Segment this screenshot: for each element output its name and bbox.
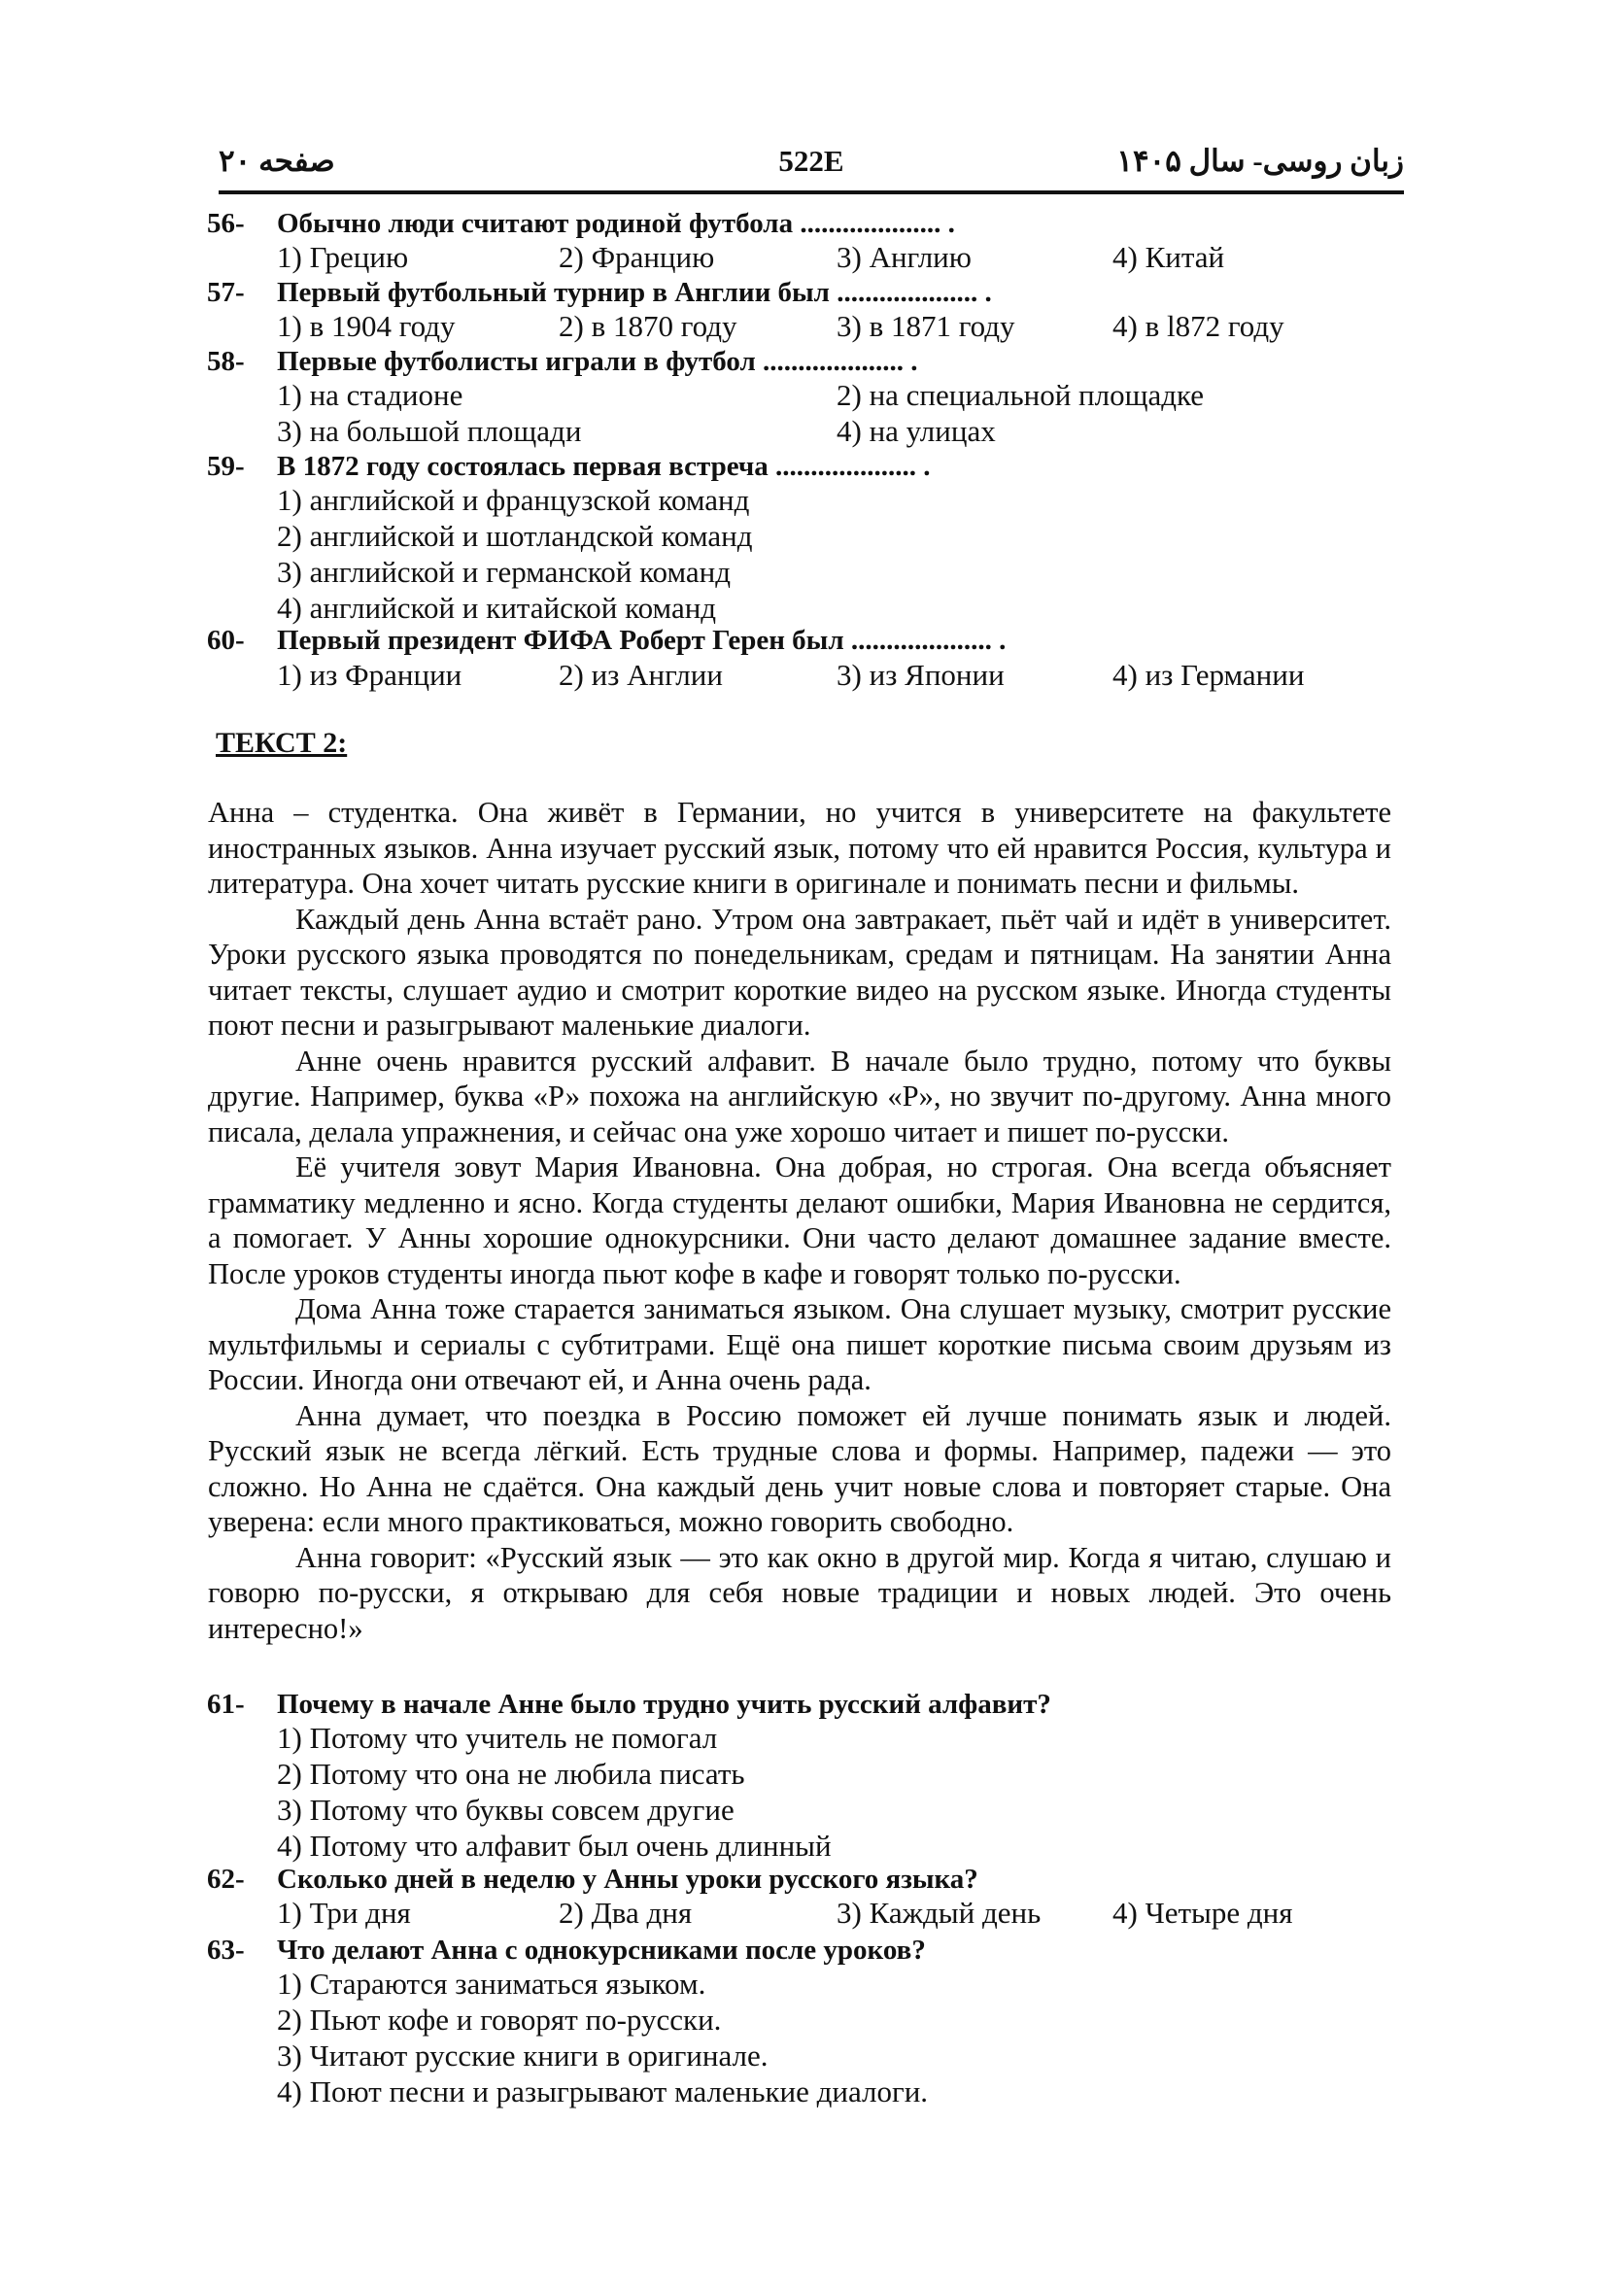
question-text: В 1872 году состоялась первая встреча .................... .	[277, 451, 931, 482]
question-62	[207, 1864, 1421, 1930]
option-3[interactable]: 3) из Японии	[837, 658, 1005, 692]
question-text: Первый футбольный турнир в Англии был .................... .	[277, 277, 992, 308]
passage-paragraph: Анне очень нравится русский алфавит. В начале было трудно, потому что буквы другие. Например, буква «Р» похожа на английскую «P», но звучит по-другому. Анна много писала, делала упражнения, и сейчас она уже хорошо читает и пишет по-русски.	[208, 1044, 1391, 1148]
question-60	[207, 625, 1421, 692]
option-2[interactable]: 2) Францию	[559, 240, 715, 274]
question-number: 58-	[207, 346, 245, 377]
page-header	[219, 144, 1404, 185]
header-booklet-code: 522E	[778, 144, 844, 178]
header-rule	[219, 190, 1404, 194]
option-3[interactable]: 3) Читают русские книги в оригинале.	[277, 2039, 769, 2073]
question-number: 57-	[207, 277, 245, 308]
question-number: 59-	[207, 451, 245, 482]
question-text: Обычно люди считают родиной футбола .................... .	[277, 208, 955, 239]
option-4[interactable]: 4) на улицах	[837, 414, 996, 448]
option-4[interactable]: 4) Четыре дня	[1112, 1896, 1293, 1930]
question-57	[207, 277, 1421, 343]
question-text: Что делают Анна с однокурсниками после уроков?	[277, 1935, 926, 1966]
passage-paragraph: Анна говорит: «Русский язык — это как окно в другой мир. Когда я читаю, слушаю и говорю по-русски, я открываю для себя новые традиции и новых людей. Это очень интересно!»	[208, 1540, 1391, 1645]
question-text: Сколько дней в неделю у Анны уроки русского языка?	[277, 1864, 978, 1895]
header-page-number: صفحه ۲۰	[219, 144, 335, 178]
option-1[interactable]: 1) на стадионе	[277, 378, 463, 412]
option-3[interactable]: 3) Потому что буквы совсем другие	[277, 1793, 735, 1827]
option-2[interactable]: 2) английской и шотландской команд	[277, 519, 753, 553]
passage-paragraph: Её учителя зовут Мария Ивановна. Она добрая, но строгая. Она всегда объясняет грамматику медленно и ясно. Когда студенты делают ошибки, Мария Ивановна не сердится, а помогает. У Анны хорошие однокурсники. Они часто делают домашнее задание вместе. После уроков студенты иногда пьют кофе в кафе и говорят только по-русски.	[208, 1150, 1391, 1290]
option-1[interactable]: 1) английской и французской команд	[277, 483, 750, 517]
option-1[interactable]: 1) Стараются заниматься языком.	[277, 1967, 706, 2001]
question-56	[207, 208, 1421, 274]
option-3[interactable]: 3) Каждый день	[837, 1896, 1042, 1930]
option-4[interactable]: 4) английской и китайской команд	[277, 591, 717, 625]
option-2[interactable]: 2) в 1870 году	[559, 309, 737, 343]
section-title: ТЕКСТ 2:	[216, 727, 348, 759]
option-4[interactable]: 4) из Германии	[1112, 658, 1305, 692]
question-number: 61-	[207, 1689, 245, 1720]
option-2[interactable]: 2) Пьют кофе и говорят по-русски.	[277, 2003, 722, 2037]
option-2[interactable]: 2) из Англии	[559, 658, 723, 692]
passage-paragraph: Каждый день Анна встаёт рано. Утром она завтракает, пьёт чай и идёт в университет. Уроки русского языка проводятся по понедельникам, средам и пятницам. На занятии Анна читает тексты, слушает аудио и смотрит короткие видео на русском языке. Иногда студенты поют песни и разыгрывают маленькие диалоги.	[208, 902, 1391, 1042]
option-1[interactable]: 1) Три дня	[277, 1896, 411, 1930]
question-58	[207, 346, 1421, 448]
option-3[interactable]: 3) английской и германской команд	[277, 555, 731, 589]
question-number: 60-	[207, 625, 245, 656]
option-3[interactable]: 3) Англию	[837, 240, 972, 274]
question-number: 62-	[207, 1864, 245, 1895]
question-text: Первые футболисты играли в футбол .................... .	[277, 346, 918, 377]
option-1[interactable]: 1) Грецию	[277, 240, 409, 274]
option-1[interactable]: 1) Потому что учитель не помогал	[277, 1721, 718, 1755]
question-59	[207, 451, 1421, 626]
option-4[interactable]: 4) Китай	[1112, 240, 1225, 274]
option-1[interactable]: 1) в 1904 году	[277, 309, 456, 343]
question-text: Первый президент ФИФА Роберт Герен был .................... .	[277, 625, 1007, 656]
option-4[interactable]: 4) Потому что алфавит был очень длинный	[277, 1829, 832, 1863]
option-2[interactable]: 2) Два дня	[559, 1896, 693, 1930]
passage-paragraph: Дома Анна тоже старается заниматься языком. Она слушает музыку, смотрит русские мультфильмы и сериалы с субтитрами. Ещё она пишет короткие письма своим друзьям из России. Иногда они отвечают ей, и Анна очень рада.	[208, 1292, 1391, 1396]
option-1[interactable]: 1) из Франции	[277, 658, 462, 692]
question-number: 56-	[207, 208, 245, 239]
question-number: 63-	[207, 1935, 245, 1966]
option-3[interactable]: 3) в 1871 году	[837, 309, 1015, 343]
option-3[interactable]: 3) на большой площади	[277, 414, 582, 448]
reading-passage	[208, 795, 1391, 1646]
passage-paragraph: Анна думает, что поездка в Россию поможет ей лучше понимать язык и людей. Русский язык не всегда лёгкий. Есть трудные слова и формы. Например, падежи — это сложно. Но Анна не сдаётся. Она каждый день учит новые слова и повторяет старые. Она уверена: если много практиковаться, можно говорить свободно.	[208, 1398, 1391, 1538]
option-2[interactable]: 2) на специальной площадке	[837, 378, 1205, 412]
passage-paragraph: Анна – студентка. Она живёт в Германии, но учится в университете на факультете иностранных языков. Анна изучает русский язык, потому что ей нравится Россия, культура и литература. Она хочет читать русские книги в оригинале и понимать песни и фильмы.	[208, 796, 1391, 900]
question-63	[207, 1935, 1421, 2109]
option-4[interactable]: 4) в l872 году	[1112, 309, 1284, 343]
question-61	[207, 1689, 1421, 1864]
header-subject-year: زبان روسی- سال ۱۴۰۵	[1116, 144, 1404, 178]
option-4[interactable]: 4) Поют песни и разыгрывают маленькие диалоги.	[277, 2074, 929, 2108]
option-2[interactable]: 2) Потому что она не любила писать	[277, 1757, 745, 1791]
question-text: Почему в начале Анне было трудно учить русский алфавит?	[277, 1689, 1051, 1720]
